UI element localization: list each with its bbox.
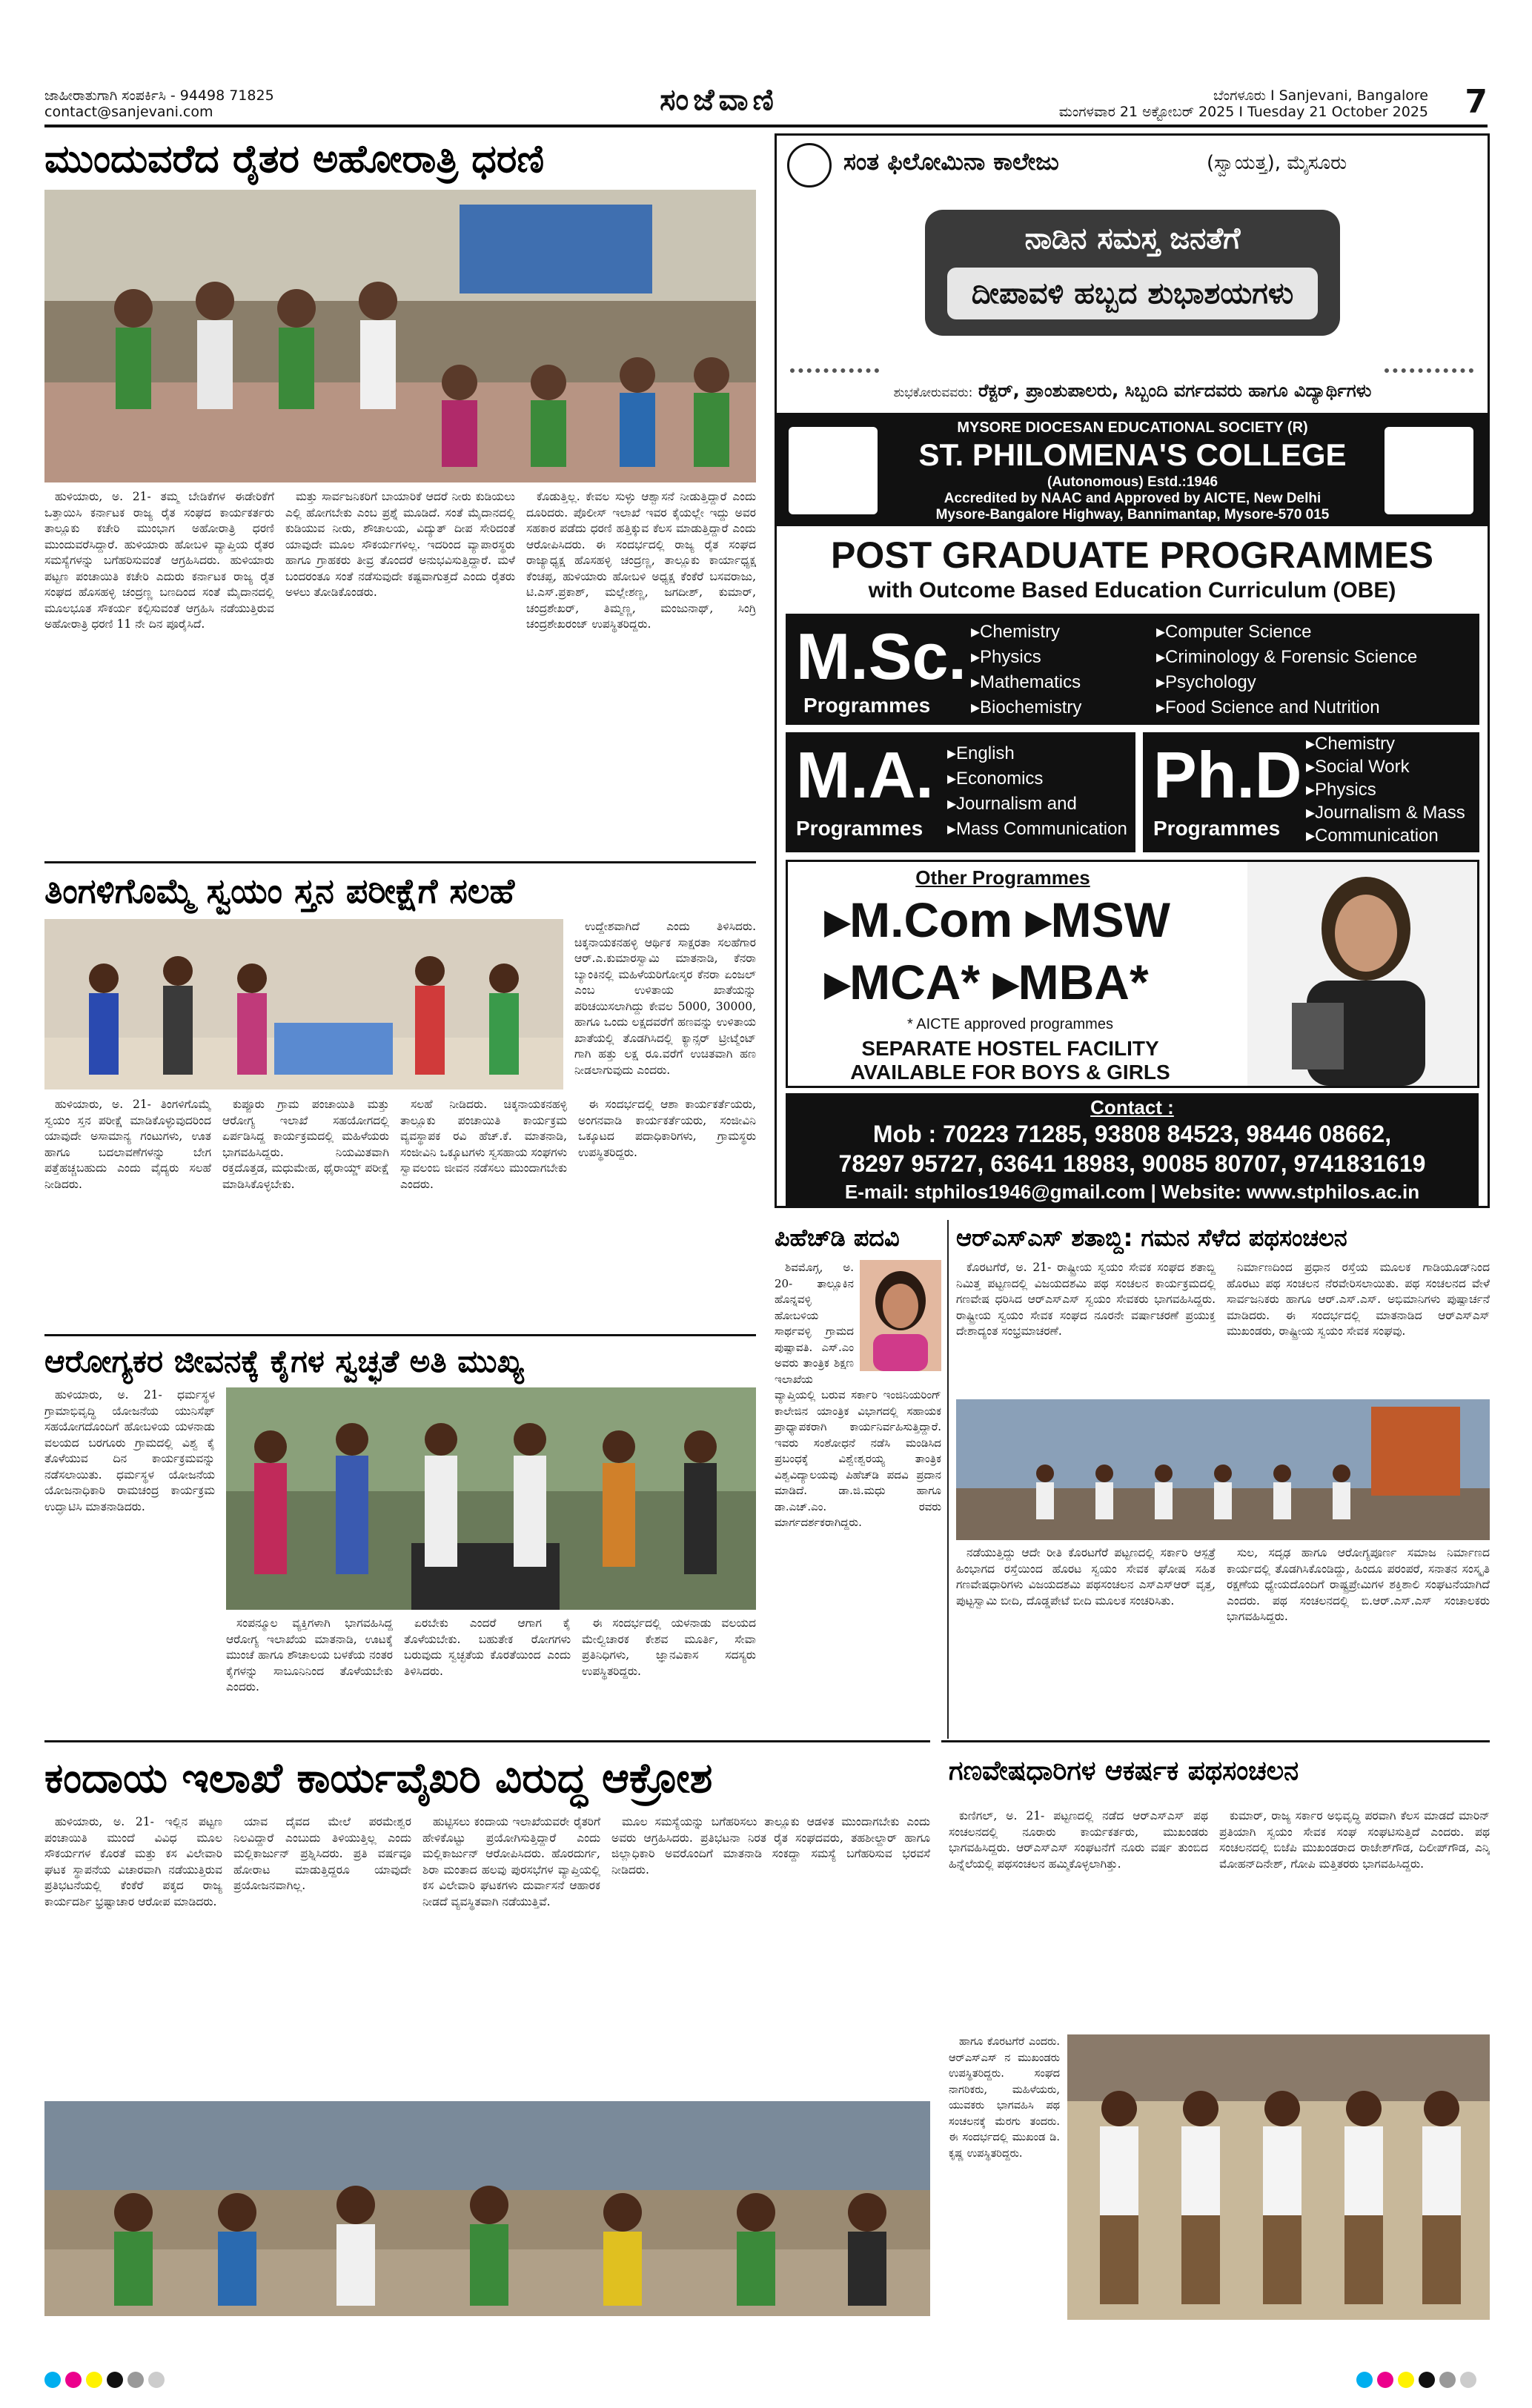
contact-block <box>777 1093 1488 1208</box>
story3-column-2 <box>226 1616 393 1738</box>
diya-row-right-icon <box>1385 358 1473 373</box>
arrow-icon: ▸ <box>1026 892 1051 947</box>
divider <box>941 1740 1490 1742</box>
story2-column-1 <box>44 1097 211 1341</box>
msc-item[interactable]: ▸ Psychology <box>1156 670 1417 695</box>
newspaper-logo: ಸಂಜೆವಾಣಿ <box>660 83 778 117</box>
story4-column-2 <box>233 1814 411 2096</box>
college-accreditation: Accredited by NAAC and Approved by AICTE, New Delhi <box>944 491 1322 506</box>
phd-label: Programmes <box>1153 817 1281 840</box>
handwash-event-image <box>226 1387 756 1610</box>
diocese-crest-icon <box>1385 427 1473 514</box>
story3-column-1 <box>44 1387 215 1736</box>
phd-programmes-block <box>1143 732 1479 852</box>
rss-story-column-4 <box>1227 1545 1490 1738</box>
greeting-box <box>925 210 1340 336</box>
college-emblem-icon <box>787 143 832 188</box>
arrow-icon: ▸ <box>993 955 1018 1009</box>
msc-title: M.Sc. <box>796 620 966 693</box>
phd-story-body <box>775 1260 941 1779</box>
phd-item[interactable]: ▸ Journalism & Mass <box>1306 801 1465 824</box>
divider <box>44 1334 756 1336</box>
yellow-dot-icon <box>86 2372 102 2388</box>
story3-text-1: ಹುಳಿಯಾರು, ಅ. 21- ಧರ್ಮಸ್ಥಳ ಗ್ರಾಮಾಭಿವೃದ್ಧಿ ಯೋಜನೆಯ ಯುನಿಸೆಫ್ ಸಹಯೋಗದೊಂದಿಗೆ ಹೋಬಳಿಯ ಯಳನಾಡು ವಲಯದ ಬರಗೂರು ಗ್ರಾಮದಲ್ಲಿ ವಿಶ್ವ ಕೈ ತೊಳೆಯುವ ದಿನ ಕಾರ್ಯಕ್ರಮವನ್ನು ನಡೆಸಲಾಯಿತು. ಧರ್ಮಸ್ಥಳ ಯೋಜನೆಯ ಯೋಜನಾಧಿಕಾರಿ ರಾಮಚಂದ್ರ ಕಾರ್ಯಕ್ರಮ ಉದ್ಘಾಟಿಸಿ ಮಾತನಾಡಿದರು. <box>44 1388 215 1513</box>
ma-item[interactable]: ▸ Journalism and <box>947 792 1127 817</box>
masthead-contact <box>44 87 274 120</box>
story1-text-2: ಮತ್ತು ಸಾರ್ವಜನಿಕರಿಗೆ ಬಾಯಾರಿಕೆ ಆದರೆ ನೀರು ಕುಡಿಯಲು ಎಲ್ಲಿ ಹೋಗಬೇಕು ಎಂಬ ಪ್ರಶ್ನೆ ಮೂಡಿದೆ. ಸಂತೆ ಮೈದಾನದಲ್ಲಿ ಕುಡಿಯುವ ನೀರು, ಶೌಚಾಲಯ, ವಿದ್ಯುತ್ ದೀಪ ಸೇರಿದಂತೆ ಯಾವುದೇ ಮೂಲ ಸೌಕರ್ಯಗಳಿಲ್ಲ. ಇದರಿಂದ ವ್ಯಾಪಾರಸ್ಥರು ಹಾಗೂ ಗ್ರಾಹಕರು ತೀವ್ರ ತೊಂದರೆ ಅನುಭವಿಸುತ್ತಿದ್ದಾರೆ. ಮಳೆ ಬಂದರಂತೂ ಸಂತೆ ನಡೆಸುವುದೇ ಕಷ್ಟವಾಗುತ್ತದೆ ಎಂದು ರೈತರು ಅಳಲು ತೋಡಿಕೊಂಡರು. <box>285 490 515 599</box>
story3-text-4: ಈ ಸಂದರ್ಭದಲ್ಲಿ ಯಳನಾಡು ವಲಯದ ಮೇಲ್ವಿಚಾರಕ ಕೇಶವ ಮೂರ್ತಿ, ಸೇವಾ ಪ್ರತಿನಿಧಿಗಳು, ಜ್ಞಾನವಿಕಾಸ ಸದಸ್ಯರು ಉಪಸ್ಥಿತರಿದ್ದರು. <box>582 1616 756 1678</box>
phd-story-headline: ಪಿಹೆಚ್‍ಡಿ ಪದವಿ <box>775 1224 900 1252</box>
ma-item[interactable]: ▸ Economics <box>947 766 1127 792</box>
registration-marks-left <box>44 2372 165 2388</box>
story4-text-2: ಯಾವ ದೈವದ ಮೇಲೆ ಪರಮೇಶ್ವರ ನಿಲವಿದ್ದಾರೆ ಎಂಬುದು ತಿಳಿಯುತ್ತಿಲ್ಲ ಎಂದು ಮಲ್ಲಿಕಾರ್ಜುನ್ ಪ್ರಶ್ನಿಸಿದರು. ಪ್ರತಿ ವರ್ಷವೂ ಹೋರಾಟ ಮಾಡುತ್ತಿದ್ದರೂ ಯಾವುದೇ ಪ್ರಯೋಜನವಾಗಿಲ್ಲ. <box>233 1815 411 1892</box>
black-dot-icon <box>1419 2372 1435 2388</box>
story1-photo <box>44 190 756 482</box>
farmers-protest-image <box>44 190 756 482</box>
ma-title: M.A. <box>796 738 934 812</box>
story3-column-4 <box>582 1616 756 1738</box>
issue-date: ಮಂಗಳವಾರ 21 ಅಕ್ಟೋಬರ್ 2025 I Tuesday 21 October 2025 <box>1058 104 1428 120</box>
magenta-dot-icon <box>65 2372 82 2388</box>
contact-email[interactable]: contact@sanjevani.com <box>44 104 213 120</box>
msc-item[interactable]: ▸ Chemistry <box>971 620 1081 645</box>
greeting-line-2: ದೀಪಾವಳಿ ಹಬ್ಬದ ಶುಭಾಶಯಗಳು <box>947 268 1318 319</box>
msc-list-right <box>1156 620 1417 720</box>
story4-column-4 <box>611 1814 930 2096</box>
student-photo <box>1247 862 1477 1086</box>
story4-column-3 <box>422 1814 600 2096</box>
rss-story-column-3 <box>956 1545 1216 1738</box>
mobile-numbers-line-2[interactable]: 78297 95727, 63641 18983, 90085 80707, 9741831619 <box>838 1150 1426 1177</box>
rss-story-headline: ಆರ್‌ಎಸ್‌ಎಸ್ ಶತಾಬ್ದಿ: ಗಮನ ಸೆಳೆದ ಪಥಸಂಚಲನ <box>956 1224 1347 1252</box>
college-name: ST. PHILOMENA'S COLLEGE <box>918 437 1347 472</box>
story2-headline: ತಿಂಗಳಿಗೊಮ್ಮೆ ಸ್ವಯಂ ಸ್ತನ ಪರೀಕ್ಷೆಗೆ ಸಲಹೆ <box>44 871 515 911</box>
contact-title: Contact : <box>1090 1096 1174 1118</box>
gana-text-2: ಕುಮಾರ್, ರಾಜ್ಯ ಸರ್ಕಾರ ಅಭಿವೃದ್ಧಿ ಪರವಾಗಿ ಕೆಲಸ ಮಾಡದೆ ಮಾರಿನ್ ಪ್ರತಿಯಾಗಿ ಸ್ವಯಂ ಸೇವಕ ಸಂಘ ಸಂಘಟಿಸುತ್ತಿದೆ ಎಂದರು. ಪಥ ಸಂಚಲನದಲ್ಲಿ ಬಿಜೆಪಿ ಮುಖಂಡರಾದ ರಾಜೇಶ್‌ಗೌಡ, ದಿಲೀಪ್‌ಗೌಡ, ಎನ್ಕಿ ಮೋಹನ್‌ದಿನೇಶ್, ಗೋಪಿ ಮತ್ತಿತರರು ಭಾಗವಹಿಸಿದ್ದರು. <box>1219 1809 1490 1871</box>
masthead-dateline <box>1059 87 1428 120</box>
msc-list-left <box>971 620 1081 720</box>
msc-label: Programmes <box>803 694 931 717</box>
story3-headline: ಆರೋಗ್ಯಕರ ಜೀವನಕ್ಕೆ ಕೈಗಳ ಸ್ವಚ್ಛತೆ ಅತಿ ಮುಖ್ಯ <box>44 1343 524 1379</box>
ma-list <box>947 741 1127 842</box>
story4-column-1 <box>44 1814 222 2096</box>
phd-title: Ph.D <box>1153 738 1302 812</box>
wishers-label: ಶುಭಕೋರುವವರು: <box>893 385 973 400</box>
black-dot-icon <box>107 2372 123 2388</box>
story2-text-3: ಸಲಹೆ ನೀಡಿದರು. ಚಿಕ್ಕನಾಯಕನಹಳ್ಳಿ ತಾಲ್ಲೂಕು ಪಂಚಾಯಿತಿ ಕಾರ್ಯಕ್ರಮ ವ್ಯವಸ್ಥಾಪಕ ರವಿ ಹೆಚ್.ಕೆ. ಮಾತನಾಡಿ, ಸಂಜೀವಿನಿ ಒಕ್ಕೂಟಗಳು ಸ್ವಸಹಾಯ ಸಂಘಗಳು ಸ್ವಾವಲಂಬಿ ಜೀವನ ನಡೆಸಲು ಮುಂದಾಗಬೇಕು ಎಂದರು. <box>400 1098 567 1191</box>
story4-text-3: ಹುಟ್ಟಿಸಲು ಕಂದಾಯ ಇಲಾಖೆಯವರೇ ರೈತರಿಗೆ ಹೇಳಿಕೊಟ್ಟು ಪ್ರಯೋಗಿಸುತ್ತಿದ್ದಾರೆ ಎಂದು ಮಲ್ಲಿಕಾರ್ಜುನ್ ಆರೋಪಿಸಿದರು. ಹೊರದುರ್ಗ, ಶಿರಾ ಮಂತಾದ ಹಲವು ಪುರಸಭೆಗಳ ವ್ಯಾಪ್ತಿಯಲ್ಲಿ ಕಸ ವಿಲೇವಾರಿ ಘಟಕಗಳು ದುರ್ವಾಸನೆ ಆಹಾರಕ ನೀಡದೆ ವ್ಯವಸ್ಥಿತವಾಗಿ ನಡೆಯುತ್ತಿವೆ. <box>422 1815 600 1908</box>
story1-headline: ಮುಂದುವರೆದ ರೈತರ ಅಹೋರಾತ್ರಿ ಧರಣಿ <box>44 137 545 182</box>
story2-column-3 <box>400 1097 567 1341</box>
college-banner <box>777 415 1488 526</box>
rss-story-column-2 <box>1227 1260 1490 1393</box>
page-number: 7 <box>1465 83 1488 121</box>
contact-panel <box>786 1093 1479 1208</box>
grey-dot-icon <box>127 2372 144 2388</box>
gana-text-3: ಹಾಗೂ ಕೊರಟಗೆರೆ ಎಂದರು. ಆರ್‌ಎಸ್‌ಎಸ್ ನ ಮುಖಂಡರು ಉಪಸ್ಥಿತರಿದ್ದರು. ಸಂಘದ ನಾಗರಿಕರು, ಮಹಿಳೆಯರು, ಯುವಕರು ಭಾಗವಹಿಸಿ ಪಥ ಸಂಚಲನಕ್ಕೆ ಮೆರಗು ತಂದರು. ಈ ಸಂದರ್ಭದಲ್ಲಿ ಮುಖಂಡ ಡಿ. ಕೃಷ್ಣ ಉಪಸ್ಥಿತರಿದ್ದರು. <box>949 2036 1060 2160</box>
rss-volunteers-image <box>1067 2034 1490 2320</box>
rss-story-column-1 <box>956 1260 1216 1393</box>
ma-item[interactable]: ▸ Mass Communication <box>947 817 1127 842</box>
college-name-kannada: ಸಂತ ಫಿಲೋಮಿನಾ ಕಾಲೇಜು <box>843 147 1059 176</box>
college-crest-icon <box>789 427 878 514</box>
program-msw[interactable]: MSW <box>1050 892 1170 947</box>
hostel-line-1: SEPARATE HOSTEL FACILITY <box>861 1037 1159 1060</box>
phd-list <box>1306 732 1465 847</box>
rss-text-3: ನಡೆಯುತ್ತಿದ್ದು ಆದೇ ರೀತಿ ಕೊರಟಗೆರೆ ಪಟ್ಟಣದಲ್ಲಿ ಸರ್ಕಾರಿ ಆಸ್ಪತ್ರೆ ಹಿಂಭಾಗದ ರಸ್ತೆಯಿಂದ ಹೊರಟ ಸ್ವಯಂ ಸೇವಕ ಘೋಷ ಸಹಿತ ಗಣವೇಷಧಾರಿಗಳು ವಿಜಯದಶಮಿ ಪಥಸಂಚಲನ ಎಸ್‌ಎಸ್‌ಆರ್ ವೃತ್ತ, ಪುಟ್ಟಸ್ವಾಮಿ ಬೀದಿ, ದೊಡ್ಡಪೇಟೆ ಬೀದಿ ಮೂಲಕ ಸಂಚರಿಸಿತು. <box>956 1546 1216 1608</box>
rss-march-image <box>956 1399 1490 1540</box>
gana-group-photo <box>1067 2034 1490 2320</box>
story3-column-3 <box>404 1616 571 1738</box>
college-estd: (Autonomous) Estd.:1946 <box>1047 474 1218 490</box>
msc-item[interactable]: ▸ Criminology & Forensic Science <box>1156 645 1417 670</box>
story4-text-4: ಮೂಲ ಸಮಸ್ಯೆಯನ್ನು ಬಗೆಹರಿಸಲು ತಾಲ್ಲೂಕು ಆಡಳಿತ ಮುಂದಾಗಬೇಕು ಎಂದು ಅವರು ಆಗ್ರಹಿಸಿದರು. ಪ್ರತಿಭಟನಾ ನಿರತ ರೈತ ಸಂಘದವರು, ತಹಶೀಲ್ದಾರ್ ಹಾಗೂ ಜಿಲ್ಲಾಧಿಕಾರಿ ಅವರೊಂದಿಗೆ ಮಾತನಾಡಿ ಸಂಕದ್ದಾ ಸಮಸ್ಯೆ ಬಗೆಹರಿಸುವ ಭರವಸೆ ನೀಡಿದರು. <box>611 1815 930 1877</box>
cyan-dot-icon <box>44 2372 61 2388</box>
msc-item[interactable]: ▸ Computer Science <box>1156 620 1417 645</box>
greeting-line-1: ನಾಡಿನ ಸಮಸ್ತ ಜನತೆಗೆ <box>1024 222 1241 256</box>
ma-programmes-block <box>786 732 1135 852</box>
program-mcom[interactable]: M.Com <box>849 892 1013 947</box>
phd-item[interactable]: ▸ Communication <box>1306 824 1465 847</box>
ma-label: Programmes <box>796 817 923 840</box>
gana-story-column-1 <box>949 1808 1208 2031</box>
story4-text-1: ಹುಳಿಯಾರು, ಅ. 21- ಇಲ್ಲಿನ ಪಟ್ಟಣ ಪಂಚಾಯಿತಿ ಮುಂದೆ ವಿವಿಧ ಮೂಲ ಸೌಕರ್ಯಗಳ ಕೊರತೆ ಮತ್ತು ಕಸ ವಿಲೇವಾರಿ ಘಟಕ ಸ್ಥಾಪನೆಯ ವಿಚಾರವಾಗಿ ನಡೆಯುತ್ತಿರುವ ಪ್ರತಿಭಟನೆಯಲ್ಲಿ ಕೆಂಕೆರೆ ಪಕ್ಕದ ರಾಜ್ಯ ಕಾರ್ಯದರ್ಶಿ ಭ್ರಷ್ಟಾಚಾರ ಆರೋಪ ಮಾಡಿದರು. <box>44 1815 222 1908</box>
pg-title: POST GRADUATE PROGRAMMES <box>831 534 1433 576</box>
light-grey-dot-icon <box>148 2372 165 2388</box>
story4-headline: ಕಂದಾಯ ಇಲಾಖೆ ಕಾರ್ಯವೈಖರಿ ವಿರುದ್ಧ ಆಕ್ರೋಶ <box>44 1754 713 1802</box>
health-camp-image <box>44 919 563 1089</box>
program-mca[interactable]: MCA <box>849 955 961 1009</box>
story3-text-2: ಸಂಪನ್ಮೂಲ ವ್ಯಕ್ತಿಗಳಾಗಿ ಭಾಗವಹಿಸಿದ್ದ ಆರೋಗ್ಯ ಇಲಾಖೆಯ ಮಾತನಾಡಿ, ಊಟಕ್ಕೆ ಮುಂಚೆ ಹಾಗೂ ಶೌಚಾಲಯ ಬಳಕೆಯ ನಂತರ ಕೈಗಳನ್ನು ಸಾಬೂನಿನಿಂದ ತೊಳೆಯಬೇಕು ಎಂದರು. <box>226 1616 393 1694</box>
story1-text-3: ಕೊಡುತ್ತಿಲ್ಲ. ಕೇವಲ ಸುಳ್ಳು ಆಶ್ವಾಸನೆ ನೀಡುತ್ತಿದ್ದಾರೆ ಎಂದು ದೂರಿದರು. ಪೊಲೀಸ್ ಇಲಾಖೆ ಇವರ ಕೈಯಲ್ಲೇ ಇದ್ದು ಅವರ ಸಹಕಾರ ಪಡೆದು ಧರಣಿ ಹತ್ತಿಕ್ಕುವ ಕೆಲಸ ಮಾಡುತ್ತಿದ್ದಾರೆ ಎಂದು ಆರೋಪಿಸಿದರು. ಈ ಸಂದರ್ಭದಲ್ಲಿ ರಾಜ್ಯ ರೈತ ಸಂಘದ ರಾಜ್ಯಾಧ್ಯಕ್ಷ ಹೊಸಹಳ್ಳಿ ಚಂದ್ರಣ್ಣ, ತಾಲ್ಲೂಕು ಕಾರ್ಯಾಧ್ಯಕ್ಷ ಕೆಂಚಪ್ಪ, ಹುಳಿಯಾರು ಹೋಬಳಿ ಅಧ್ಯಕ್ಷ ಕೆಂಕೆರೆ ಬಸವರಾಜು, ಟಿ.ಎಸ್.ಪ್ರಕಾಶ್, ಮಲ್ಲೇಶಣ್ಣ, ಜಗದೀಶ್, ಕುಮಾರ್, ಚಂದ್ರಶೇಖರ್, ತಿಮ್ಮಣ್ಣ, ಮಂಜುನಾಥ್, ಸಿಂಗ್ರಿ ಚಂದ್ರಶೇಖರಂಜ್ ಉಪಸ್ಥಿತರಿದ್ದರು. <box>526 490 756 631</box>
society-name: MYSORE DIOCESAN EDUCATIONAL SOCIETY (R) <box>957 419 1308 436</box>
msc-item[interactable]: ▸ Food Science and Nutrition <box>1156 695 1417 720</box>
yellow-dot-icon <box>1398 2372 1414 2388</box>
msc-item[interactable]: ▸ Biochemistry <box>971 695 1081 720</box>
other-programmes-block <box>786 860 1479 1088</box>
diya-row-left-icon <box>790 358 879 373</box>
story2-text-2: ಕುಪ್ಪೂರು ಗ್ರಾಮ ಪಂಚಾಯಿತಿ ಮತ್ತು ಆರೋಗ್ಯ ಇಲಾಖೆ ಸಹಯೋಗದಲ್ಲಿ ಏರ್ಪಡಿಸಿದ್ದ ಕಾರ್ಯಕ್ರಮದಲ್ಲಿ ಮಹಿಳೆಯರು ಭಾಗವಹಿಸಿದ್ದರು. ನಿಯಮಿತವಾಗಿ ರಕ್ತದೊತ್ತಡ, ಮಧುಮೇಹ, ಥೈರಾಯ್ಡ್ ಪರೀಕ್ಷೆ ಮಾಡಿಸಿಕೊಳ್ಳಬೇಕು. <box>222 1098 389 1191</box>
ma-item[interactable]: ▸ English <box>947 741 1127 766</box>
protest-sit-in-image <box>44 2101 930 2316</box>
email-website[interactable]: E-mail: stphilos1946@gmail.com | Website: www.stphilos.ac.in <box>844 1181 1420 1203</box>
story2-column-4 <box>578 1097 756 1341</box>
phd-item[interactable]: ▸ Physics <box>1306 778 1465 801</box>
phd-story-text: ಶಿವಮೊಗ್ಗ, ಅ. 20- ತಾಲ್ಲೂಕಿನ ಹೊನ್ನವಳ್ಳಿ ಹೋಬಳಿಯ ಸಾರ್ಥವಳ್ಳಿ ಗ್ರಾಮದ ಪುಷ್ಪಾವತಿ. ಎಸ್.ಎಂ ಅವರು ತಾಂತ್ರಿಕ ಶಿಕ್ಷಣ ಇಲಾಖೆಯ ವ್ಯಾಪ್ತಿಯಲ್ಲಿ ಬರುವ ಸರ್ಕಾರಿ ಇಂಜಿನಿಯರಿಂಗ್ ಕಾಲೇಜಿನ ಯಾಂತ್ರಿಕ ವಿಭಾಗದಲ್ಲಿ ಸಹಾಯಕ ಪ್ರಾಧ್ಯಾಪಕರಾಗಿ ಕಾರ್ಯನಿರ್ವಹಿಸುತ್ತಿದ್ದಾರೆ. ಇವರು ಸಂಶೋಧನೆ ನಡೆಸಿ ಮಂಡಿಸಿದ ಪ್ರಬಂಧಕ್ಕೆ ವಿಶ್ವೇಶ್ವರಯ್ಯ ತಾಂತ್ರಿಕ ವಿಶ್ವವಿದ್ಯಾಲಯವು ಪಿಹೆಚ್‍ಡಿ ಪದವಿ ಪ್ರದಾನ ಮಾಡಿದೆ. ಡಾ.ಜಿ.ಮಧು ಹಾಗೂ ಡಾ.ಎಚ್.ಎಂ. ರವರು ಮಾರ್ಗದರ್ಶಕರಾಗಿದ್ದರು. <box>775 1261 941 1529</box>
rss-text-4: ಸುಲ, ಸದೃಢ ಹಾಗೂ ಆರೋಗ್ಯಪೂರ್ಣ ಸಮಾಜ ನಿರ್ಮಾಣದ ಕಾರ್ಯದಲ್ಲಿ ತೊಡಗಿಸಿಕೊಂಡಿದ್ದು, ಹಿಂದೂ ಪರಂಪರೆ, ಸನಾತನ ಸಂಸ್ಕೃತಿ ರಕ್ಷಣೆಯ ಧ್ಯೇಯದೊಂದಿಗೆ ರಾಷ್ಟ್ರಪ್ರೇಮಿಗಳ ಶಕ್ತಿಶಾಲಿ ಸಂಘಟನೆಯಾಗಿದೆ ಎಂದರು. ಪಥ ಸಂಚಲನದಲ್ಲಿ ಬಿ.ಆರ್.ಎಸ್.ಎಸ್ ಸಂಚಾಲಕರು ಭಾಗವಹಿಸಿದ್ದರು. <box>1227 1546 1490 1623</box>
cyan-dot-icon <box>1356 2372 1373 2388</box>
story1-text-1: ಹುಳಿಯಾರು, ಅ. 21- ತಮ್ಮ ಬೇಡಿಕೆಗಳ ಈಡೇರಿಕೆಗೆ ಒತ್ತಾಯಿಸಿ ಕರ್ನಾಟಕ ರಾಜ್ಯ ರೈತ ಸಂಘದ ಕಾರ್ಯಕರ್ತರು ತಾಲ್ಲೂಕು ಕಚೇರಿ ಮುಂಭಾಗ ಅಹೋರಾತ್ರಿ ಧರಣಿ ಮುಂದುವರೆಸಿದ್ದಾರೆ. ಹುಳಿಯಾರು ಹೋಬಳಿ ವ್ಯಾಪ್ತಿಯ ರೈತರ ಸಮಸ್ಯೆಗಳನ್ನು ಬಗೆಹರಿಸುವಂತೆ ಆಗ್ರಹಿಸಿದರು. ಹುಳಿಯಾರು ಪಟ್ಟಣ ಪಂಚಾಯಿತಿ ಕಚೇರಿ ಎದುರು ಕರ್ನಾಟಕ ರಾಜ್ಯ ರೈತ ಸಂಘದ ಹೊಸಹಳ್ಳಿ ಚಂದ್ರಣ್ಣ ಬಣದಿಂದ ಸಂತೆ ಮೈದಾನದಲ್ಲಿ ಮೂಲಭೂತ ಸೌಕರ್ಯ ಕಲ್ಪಿಸುವಂತೆ ಆಗ್ರಹಿಸಿ ನಡೆಯುತ್ತಿರುವ ಅಹೋರಾತ್ರಿ ಧರಣಿ 11 ನೇ ದಿನ ಪೂರೈಸಿದೆ. <box>44 490 274 631</box>
phd-item[interactable]: ▸ Social Work <box>1306 755 1465 778</box>
story1-column-2 <box>285 489 515 860</box>
story1-column-1 <box>44 489 274 860</box>
hostel-line-2: AVAILABLE FOR BOYS & GIRLS <box>850 1061 1170 1084</box>
story2-text-1: ಹುಳಿಯಾರು, ಅ. 21- ತಿಂಗಳಿಗೊಮ್ಮೆ ಸ್ವಯಂ ಸ್ತನ ಪರೀಕ್ಷೆ ಮಾಡಿಕೊಳ್ಳುವುದರಿಂದ ಯಾವುದೇ ಅಸಾಮಾನ್ಯ ಗಂಟುಗಳು, ಊತ ಹಾಗೂ ಬದಲಾವಣೆಗಳನ್ನು ಬೇಗ ಪತ್ತೆಹಚ್ಚಬಹುದು ಎಂದು ವೈದ್ಯರು ಸಲಹೆ ನೀಡಿದರು. <box>44 1098 211 1191</box>
masthead-rule <box>44 125 1488 127</box>
college-status-kannada: (ಸ್ವಾಯತ್ತ), ಮೈಸೂರು <box>1207 152 1347 174</box>
gana-story-headline: ಗಣವೇಷಧಾರಿಗಳ ಆಕರ್ಷಕ ಪಥಸಂಚಲನ <box>949 1756 1299 1786</box>
wishers-text: ರೆಕ್ಟರ್, ಪ್ರಾಂಶುಪಾಲರು, ಸಿಬ್ಬಂದಿ ವರ್ಗದವರು ಹಾಗೂ ವಿದ್ಯಾರ್ಥಿಗಳು <box>978 380 1372 401</box>
other-programmes-title: Other Programmes <box>915 866 1090 889</box>
gana-story-column-3 <box>949 2034 1060 2320</box>
st-philomenas-college-ad <box>775 415 1490 1208</box>
divider <box>44 861 756 863</box>
edition-name: ಬೆಂಗಳೂರು I Sanjevani, Bangalore <box>1213 87 1428 104</box>
story2-column-2 <box>222 1097 389 1341</box>
deepavali-greeting-ad <box>775 133 1490 415</box>
story2-side-column <box>574 919 756 1097</box>
magenta-dot-icon <box>1377 2372 1393 2388</box>
other-row-1 <box>825 892 1170 949</box>
wishers-line <box>777 380 1488 401</box>
mobile-numbers-line-1[interactable]: Mob : 70223 71285, 93808 84523, 98446 08662, <box>872 1121 1392 1147</box>
arrow-icon: ▸ <box>825 892 850 947</box>
column-rule <box>947 1220 949 1739</box>
college-address: Mysore-Bangalore Highway, Bannimantap, Mysore-570 015 <box>935 507 1330 523</box>
story4-photo <box>44 2101 930 2316</box>
ad-contact-phone: ಜಾಹೀರಾತುಗಾಗಿ ಸಂಪರ್ಕಿಸಿ - 94498 71825 <box>44 87 274 104</box>
story1-column-3 <box>526 489 756 860</box>
story3-photo <box>226 1387 756 1610</box>
phd-item[interactable]: ▸ Chemistry <box>1306 732 1465 755</box>
pg-subtitle: with Outcome Based Education Curriculum (OBE) <box>868 578 1396 603</box>
rss-text-1: ಕೊರಟಗೆರೆ, ಅ. 21- ರಾಷ್ಟ್ರೀಯ ಸ್ವಯಂ ಸೇವಕ ಸಂಘದ ಶತಾಬ್ದಿ ನಿಮಿತ್ತ ಪಟ್ಟಣದಲ್ಲಿ ವಿಜಯದಶಮಿ ಪಥ ಸಂಚಲನ ಕಾರ್ಯಕ್ರಮದಲ್ಲಿ ಗಣವೇಷ ಧರಿಸಿದ ಆರ್‌ಎಸ್‌ಎಸ್ ಸ್ವಯಂ ಸೇವಕರು ಭಾಗವಹಿಸಿದ್ದರು. ರಾಷ್ಟ್ರೀಯ ಸ್ವಯಂ ಸೇವಕ ಸಂಘದ ನೂರನೇ ವರ್ಷಾಚರಣೆ ಪ್ರಯುಕ್ತ ದೇಶಾದ್ಯಂತ ಸಂಭ್ರಮಾಚರಣೆ. <box>956 1261 1216 1338</box>
gana-text-1: ಕುಣಿಗಲ್, ಅ. 21- ಪಟ್ಟಣದಲ್ಲಿ ನಡೆದ ಆರ್‌ಎಸ್‌ಎಸ್ ಪಥ ಸಂಚಲನದಲ್ಲಿ ನೂರಾರು ಕಾರ್ಯಕರ್ತರು, ಮುಖಂಡರು ಭಾಗವಹಿಸಿದ್ದರು. ಆರ್‌ಎಸ್‌ಎಸ್ ಸಂಘಟನೆಗೆ ನೂರು ವರ್ಷ ತುಂಬಿದ ಹಿನ್ನೆಲೆಯಲ್ಲಿ ಪಥಸಂಚಲನ ಹಮ್ಮಿಕೊಳ್ಳಲಾಗಿತ್ತು. <box>949 1809 1208 1871</box>
msc-item[interactable]: ▸ Mathematics <box>971 670 1081 695</box>
aicte-note: * AICTE approved programmes <box>907 1016 1113 1032</box>
person-portrait <box>860 1260 941 1371</box>
story2-text-4: ಈ ಸಂದರ್ಭದಲ್ಲಿ ಆಶಾ ಕಾರ್ಯಕರ್ತೆಯರು, ಅಂಗನವಾಡಿ ಕಾರ್ಯಕರ್ತೆಯರು, ಸಂಜೀವಿನಿ ಒಕ್ಕೂಟದ ಪದಾಧಿಕಾರಿಗಳು, ಗ್ರಾಮಸ್ಥರು ಉಪಸ್ಥಿತರಿದ್ದರು. <box>578 1098 756 1159</box>
msc-item[interactable]: ▸ Physics <box>971 645 1081 670</box>
story2-photo <box>44 919 563 1089</box>
registration-marks-right <box>1356 2372 1476 2388</box>
rss-text-2: ನಿರ್ಮಾಣದಿಂದ ಪ್ರಧಾನ ರಸ್ತೆಯ ಮೂಲಕ ಗಾಡಿಯೂಡ್‌ನಿಂದ ಹೊರಟು ಪಥ ಸಂಚಲನ ನೆರವೇರಿಸಲಾಯಿತು. ಪಥ ಸಂಚಲನದ ವೇಳೆ ಸಾರ್ವಜನಿಕರು ಹಾಗೂ ಆರ್.ಎಸ್.ಎಸ್. ಅಭಿಮಾನಿಗಳು ಪುಷ್ಪಾರ್ಚನೆ ಮಾಡಿದರು. ಈ ಸಂದರ್ಭದಲ್ಲಿ ಮಾತನಾಡಿದ ಆರ್‌ಎಸ್‌ಎಸ್ ಮುಖಂಡರು, ರಾಷ್ಟ್ರೀಯ ಸ್ವಯಂ ಸೇವಕ ಸಂಘವು. <box>1227 1261 1490 1338</box>
rss-march-photo <box>956 1399 1490 1540</box>
gana-story-column-2 <box>1219 1808 1490 2031</box>
other-row-2: ▸MCA* ▸MBA* <box>825 955 1149 1009</box>
msc-programmes-block <box>786 614 1479 725</box>
light-grey-dot-icon <box>1460 2372 1476 2388</box>
story3-text-3: ಏರಬೇಕು ಎಂದರೆ ಆಗಾಗ ಕೈ ತೊಳೆಯಬೇಕು. ಬಹುತೇಕ ರೋಗಗಳು ಬರುವುದು ಸ್ವಚ್ಛತೆಯ ಕೊರತೆಯಿಂದ ಎಂದು ತಿಳಿಸಿದರು. <box>404 1616 571 1678</box>
grey-dot-icon <box>1439 2372 1456 2388</box>
program-mba[interactable]: MBA <box>1018 955 1130 1009</box>
story2-side-text: ಉದ್ದೇಶವಾಗಿದೆ ಎಂದು ತಿಳಿಸಿದರು. ಚಿಕ್ಕನಾಯಕನಹಳ್ಳಿ ಆರ್ಥಿಕ ಸಾಕ್ಷರತಾ ಸಲಹೆಗಾರ ಆರ್.ಎ.ಕುಮಾರಸ್ವಾಮಿ ಮಾತನಾಡಿ, ಕೆನರಾ ಬ್ಯಾಂಕಿನಲ್ಲಿ ಮಹಿಳೆಯರಿಗೋಸ್ಕರ ಕೆನರಾ ಏಂಜಲ್ ಎಂಬ ಉಳಿತಾಯ ಖಾತೆಯನ್ನು ಪರಿಚಯಿಸಲಾಗಿದ್ದು ಕೇವಲ 5000, 30000, ಹಾಗೂ ಒಂದು ಲಕ್ಷದವರೆಗೆ ಹಣವನ್ನು ಉಳಿತಾಯ ಖಾತೆಯಲ್ಲಿ ತೊಡಗಿಸಿದಲ್ಲಿ ಕ್ಯಾನ್ಸರ್ ಟ್ರೀಟ್ಮೆಂಟ್ ಗಾಗಿ ಹತ್ತು ಲಕ್ಷ ರೂ.ವರೆಗೆ ಉಚಿತವಾಗಿ ಹಣ ನೀಡಲಾಗುವುದು ಎಂದರು. <box>574 920 756 1077</box>
arrow-icon: ▸ <box>825 955 850 1009</box>
